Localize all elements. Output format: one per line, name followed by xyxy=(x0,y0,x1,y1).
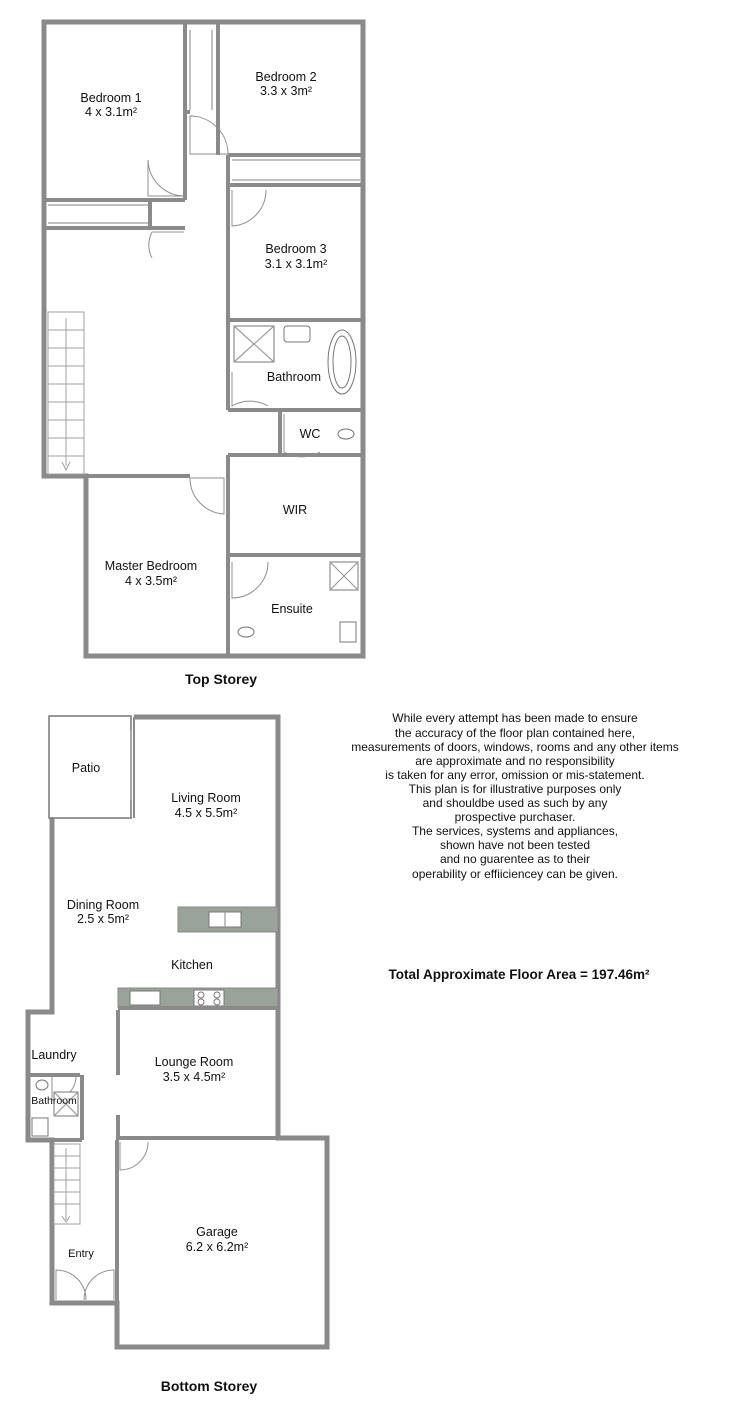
disclaimer-line: and shouldbe used as such by any xyxy=(422,796,608,810)
room-size: 6.2 x 6.2m² xyxy=(185,1240,249,1254)
total-floor-area: Total Approximate Floor Area = 197.46m² xyxy=(388,967,650,982)
room-name: Bedroom 3 xyxy=(265,242,327,256)
room-name: WIR xyxy=(282,503,308,517)
room-name: Ensuite xyxy=(271,602,313,616)
bottom-stairs xyxy=(54,1144,80,1224)
room-name: Master Bedroom xyxy=(104,559,198,573)
top-room-labels xyxy=(80,70,327,616)
room-name: Garage xyxy=(196,1225,238,1239)
bottom-storey-title: Bottom Storey xyxy=(160,1378,258,1394)
room-name: Bathroom xyxy=(266,370,322,384)
disclaimer-line: are approximate and no responsibility xyxy=(415,754,615,768)
room-name: Patio xyxy=(71,761,101,775)
disclaimer-line: While every attempt has been made to ensure xyxy=(392,711,638,725)
room-name: WC xyxy=(299,427,321,441)
disclaimer-line: is taken for any error, omission or mis-statement. xyxy=(385,768,645,782)
disclaimer-line: The services, systems and appliances, xyxy=(411,824,619,838)
disclaimer-line: operability or effiiciencey can be given. xyxy=(412,867,618,881)
room-name: Bedroom 2 xyxy=(255,70,317,84)
room-name: Kitchen xyxy=(171,958,213,972)
room-name: Dining Room xyxy=(66,898,140,912)
room-size: 4 x 3.5m² xyxy=(124,574,178,588)
room-name: Bedroom 1 xyxy=(80,91,142,105)
disclaimer-line: the accuracy of the floor plan contained here, xyxy=(394,726,636,740)
room-name: Bathroom xyxy=(31,1095,77,1107)
disclaimer-line: This plan is for illustrative purposes only xyxy=(408,782,622,796)
room-size: 4.5 x 5.5m² xyxy=(174,806,238,820)
top-storey-title: Top Storey xyxy=(184,671,258,687)
room-size: 3.3 x 3m² xyxy=(259,84,313,98)
room-size: 3.1 x 3.1m² xyxy=(264,257,328,271)
room-name: Laundry xyxy=(31,1048,77,1062)
room-name: Living Room xyxy=(171,791,241,805)
bottom-room-labels xyxy=(31,761,248,1260)
disclaimer xyxy=(351,711,678,881)
room-size: 4 x 3.1m² xyxy=(84,105,138,119)
disclaimer-line: and no guarentee as to their xyxy=(439,852,591,866)
room-name: Lounge Room xyxy=(154,1055,234,1069)
room-size: 2.5 x 5m² xyxy=(76,912,130,926)
disclaimer-line: shown have not been tested xyxy=(439,838,591,852)
top-stairs xyxy=(48,312,84,474)
disclaimer-line: measurements of doors, windows, rooms and any other items xyxy=(351,740,679,754)
room-size: 3.5 x 4.5m² xyxy=(162,1070,226,1084)
disclaimer-line: prospective purchaser. xyxy=(454,810,576,824)
top-storey-plan xyxy=(44,22,363,687)
room-name: Entry xyxy=(68,1248,94,1260)
